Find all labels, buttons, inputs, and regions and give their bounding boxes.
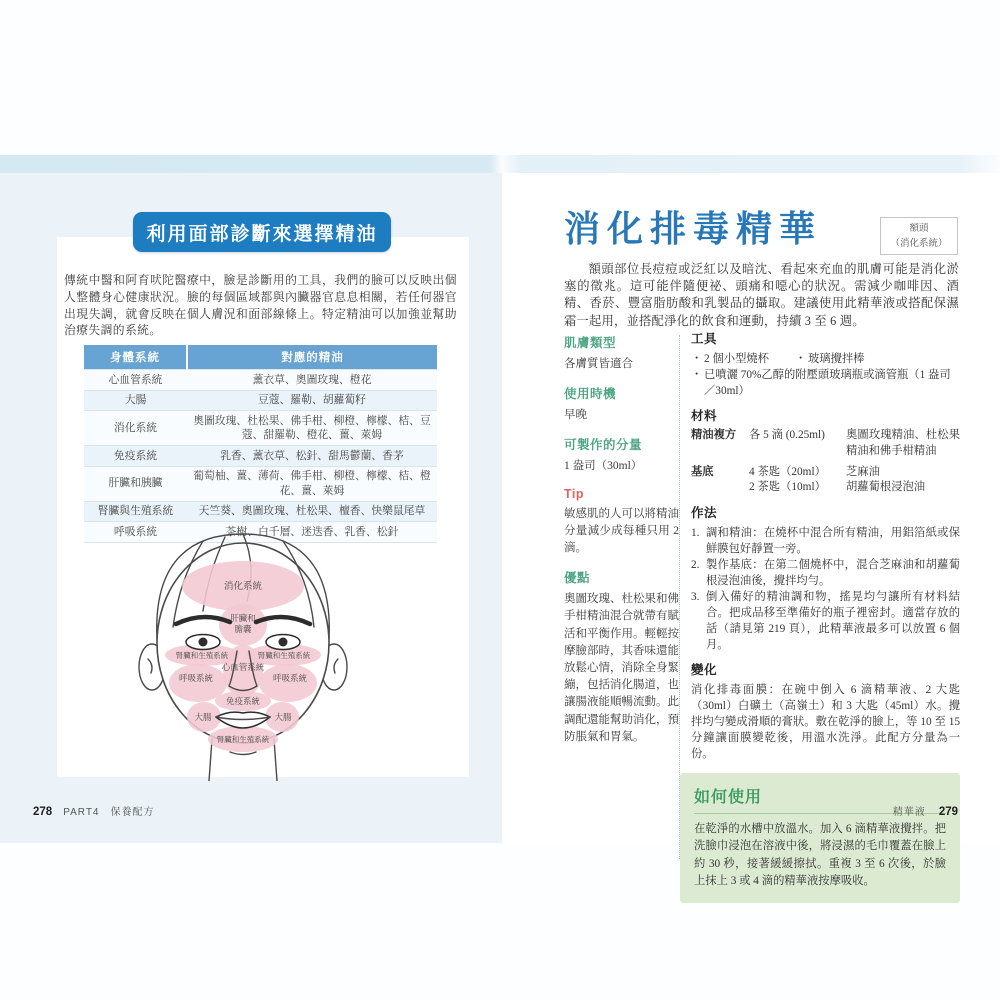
face-zone-label-nose: 心血管系統: [221, 662, 265, 672]
method-step: [691, 525, 960, 557]
page-right: [502, 173, 1000, 888]
column-header-oils: 對應的精油: [187, 345, 437, 370]
face-zone-label-cheek-left: 呼吸系統: [178, 673, 214, 683]
footer-left: [33, 803, 155, 818]
section-title: 利用面部診斷來選擇精油: [146, 223, 378, 245]
material-amount: 4 茶匙（20ml）: [749, 465, 826, 478]
method-step: [691, 589, 960, 653]
body-system-cell: 大腸: [124, 394, 147, 406]
page-top-edge: [0, 155, 1000, 173]
badge-area: 額頭: [909, 224, 929, 234]
recipe-title: 消化排毒精華: [564, 209, 823, 249]
badge-system: （消化系統）: [890, 239, 948, 249]
oils-cell: 茶樹、白千層、迷迭香、乳香、松針: [225, 525, 399, 538]
tool-item: ・ 2 個小型燒杯: [691, 351, 769, 367]
face-zone-label-mouth-left: 大腸: [194, 712, 212, 722]
step-number: 3.: [691, 591, 700, 604]
book-spread: [0, 155, 1000, 888]
recipe-intro-paragraph: 額頭部位長痘痘或泛紅以及暗沈、看起來充血的肌膚可能是消化淤塞的徵兆。這可能伴隨便祕、頭痛和噁心的狀況。需減少咖啡因、酒精、香菸、豐富脂肪酸和乳製品的攝取。建議使用此精華液或搭配保濕霜一起用，並搭配淨化的飲食和運動，持續 3 至 6 週。: [564, 262, 959, 328]
variation-body: 消化排毒面膜：在碗中倒入 6 滴精華液、2 大匙（30ml）白礦土（高嶺土）和 3 大匙（45ml）水。攪拌均勻變成滑順的膏狀。敷在乾淨的臉上，等 10 至 15 分鐘讓面膜變乾後，用溫水洗淨。此配方分量為一份。: [691, 684, 960, 761]
page-left: [0, 173, 502, 843]
table-row: [84, 390, 437, 411]
section-title-badge: [133, 212, 391, 252]
material-amount: 2 茶匙（10ml）: [749, 481, 826, 494]
material-label: 基底: [691, 465, 714, 478]
face-zone-label-glabella-2: 膽囊: [234, 624, 252, 634]
body-system-cell: 腎臟與生殖系統: [97, 505, 174, 517]
material-label: 精油複方: [691, 429, 737, 441]
skin-type-heading: 肌膚類型: [564, 336, 617, 350]
body-system-cell: 心血管系統: [108, 373, 163, 386]
oils-cell: 天竺葵、奧圖玫瑰、杜松果、檀香、快樂鼠尾草: [198, 505, 426, 517]
face-zone-label-mouth-right: 大腸: [274, 712, 292, 722]
tip-heading: Tip: [564, 486, 585, 501]
method-heading: 作法: [691, 506, 718, 521]
section-label: 精華液: [892, 807, 926, 818]
method-step: [691, 557, 960, 589]
table-row: [84, 411, 437, 446]
table-header-row: [84, 345, 437, 370]
oils-cell: 乳香、薰衣草、松針、甜馬鬱蘭、香茅: [220, 449, 404, 462]
step-text: 製作基底：在第二個燒杯中，混合芝麻油和胡蘿蔔根浸泡油後，攪拌均勻。: [706, 559, 960, 588]
page-number: 279: [938, 806, 958, 818]
variation-heading: 變化: [691, 663, 718, 678]
face-diagnosis-diagram: [103, 529, 383, 781]
material-amount: 各 5 滴 (0.25ml): [749, 429, 825, 441]
table-row: [84, 501, 437, 522]
section-label: 保養配方: [110, 807, 155, 818]
body-system-cell: 肝臟和胰臟: [108, 477, 163, 490]
tools-heading: 工具: [691, 332, 718, 346]
step-number: 2.: [691, 559, 700, 572]
tools-row: [691, 351, 960, 367]
body-system-cell: 免疫系統: [113, 449, 158, 462]
info-column: [564, 333, 679, 757]
left-intro-paragraph: 傳統中醫和阿育吠陀醫療中，臉是診斷用的工具，我們的臉可以反映出個人整體身心健康狀況。臉的每個區域都與內臟器官息息相關，若任何器官出現失調，就會反映在個人膚況和面部線條上。特定精油可以加強並幫助治療失調的系統。: [64, 273, 457, 338]
material-row: [691, 428, 960, 460]
face-zone-label-under-eye-right: 腎臟和生殖系統: [257, 651, 311, 660]
when-to-use-section: [564, 384, 679, 424]
how-to-use-box: [680, 773, 960, 903]
tip-section: [564, 487, 679, 558]
face-zone-label-upper-lip: 免疫系統: [225, 696, 261, 706]
face-zone-label-under-eye-left: 腎臟和生殖系統: [175, 651, 229, 660]
table-row: [84, 370, 437, 391]
skin-type-body: 各膚質皆適合: [564, 358, 633, 370]
how-to-use-heading: 如何使用: [694, 784, 946, 814]
how-to-use-body: 在乾淨的水槽中放溫水。加入 6 滴精華液攪拌。把洗臉巾浸泡在溶液中後，將浸濕的毛巾覆蓋在臉上約 30 秒，接著緩緩擦拭。重複 3 至 6 次後，於臉上抹上 3 或 4 滴的精華液按摩吸收。: [694, 823, 946, 888]
oils-cell: 奧圖玫瑰、杜松果、佛手柑、柳橙、檸檬、桔、豆蔻、甜羅勒、橙花、薑、萊姆: [193, 414, 431, 441]
yield-body: 1 盎司（30ml）: [564, 460, 643, 473]
face-zone-label-glabella-1: 肝臟和: [230, 613, 256, 623]
oils-cell: 葡萄柚、薑、薄荷、佛手柑、柳橙、檸檬、桔、橙花、薑、萊姆: [193, 470, 431, 497]
benefits-body: 奧圖玫瑰、杜松果和佛手柑精油混合就帶有賦活和平衡作用。輕輕按摩臉部時，其香味還能放鬆心情，消除全身緊繃，包括消化腸道，也讓腸液能順暢流動。此調配還能幫助消化，預防脹氣和胃氣。: [564, 593, 679, 743]
face-zone-label-cheek-right: 呼吸系統: [272, 673, 308, 683]
body-system-oil-table: [84, 345, 437, 543]
materials-heading: 材料: [691, 409, 718, 423]
table-row: [84, 466, 437, 501]
face-zone-label-chin: 腎臟和生殖系統: [216, 735, 270, 744]
benefits-section: [564, 568, 679, 746]
step-text: 調和精油：在燒杯中混合所有精油，用鋁箔紙或保鮮膜包好靜置一旁。: [706, 527, 960, 556]
face-illustration: [103, 529, 383, 781]
tool-item: ・ 玻璃攪拌棒: [795, 351, 865, 367]
table-row: [84, 446, 437, 467]
material-label: [691, 480, 749, 496]
when-to-use-heading: 使用時機: [564, 387, 617, 402]
step-text: 倒入備好的精油調和物，搖晃均勻讓所有材料結合。把成品移至準備好的瓶子裡密封。適當存放的話（請見第 219 頁），此精華液最多可以放置 6 個月。: [706, 591, 960, 652]
step-number: 1.: [691, 527, 700, 540]
body-system-cell: 呼吸系統: [113, 525, 158, 538]
benefits-heading: 優點: [564, 571, 591, 586]
footer-right: [893, 803, 958, 818]
tip-body: 敏感肌的人可以將精油分量減少成每種只用 2 滴。: [564, 507, 679, 555]
face-area-badge: [880, 217, 958, 255]
tool-item: ・ 已噴灑 70%乙醇的附壓頭玻璃瓶或滴管瓶（1 盎司／30ml）: [691, 367, 960, 399]
material-ingredient: 胡蘿蔔根浸泡油: [846, 481, 926, 494]
yield-heading: 可製作的分量: [564, 438, 643, 453]
oils-cell: 豆蔻、羅勒、胡蘿蔔籽: [258, 394, 366, 406]
column-header-body-system: 身體系統: [84, 345, 187, 370]
body-system-cell: 消化系統: [113, 421, 158, 434]
when-to-use-body: 早晚: [564, 409, 587, 422]
face-zone-label-forehead: 消化系統: [223, 581, 263, 592]
oils-cell: 薰衣草、奧圖玫瑰、橙花: [252, 373, 372, 386]
part-label: PART4: [63, 807, 100, 818]
page-number: 278: [33, 806, 53, 818]
material-row: [691, 480, 960, 496]
material-ingredient: 奧圖玫瑰精油、杜松果精油和佛手柑精油: [846, 429, 960, 457]
skin-type-section: [564, 333, 679, 373]
yield-section: [564, 435, 679, 475]
material-ingredient: 芝麻油: [846, 465, 880, 478]
material-row: [691, 465, 960, 481]
